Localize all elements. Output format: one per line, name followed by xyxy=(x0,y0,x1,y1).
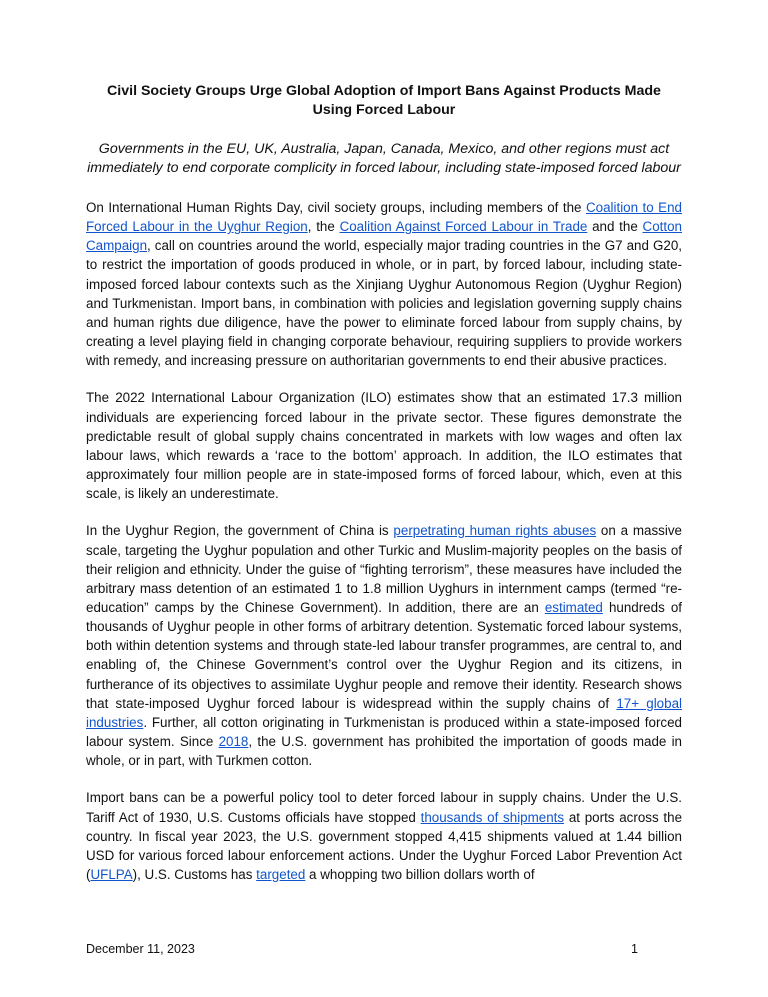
text-run: . Further, all cotton originating in Turkmenistan is produced within a state-imposed forced labour system. Since xyxy=(86,714,682,750)
text-run: at ports across the country. In fiscal year 2023, the U.S. government stopped 4,415 shipments valued at 1.44 billion USD for various forced labour enforcement actions. Under the Uyghur Forced Labor Prevention Act ( xyxy=(86,809,683,882)
text-run: hundreds of thousands of Uyghur people in other forms of arbitrary detention. Systematic forced labour systems, both within detention systems and through state-led labour transfer programmes, are central to, and enabling of, the Chinese Government’s control over the Uyghur Region and its citizens, in furtherance of its objectives to assimilate Uyghur people and remove their identity. Research shows that state-imposed Uyghur forced labour is widespread within the supply chains of xyxy=(86,599,682,711)
document-body xyxy=(86,82,682,902)
link-coalition-end-forced-labour[interactable]: Coalition to End Forced Labour in the Uyghur Region xyxy=(86,200,683,235)
link-human-rights-abuses[interactable]: perpetrating human rights abuses xyxy=(393,523,597,539)
link-cotton-campaign[interactable]: Cotton Campaign xyxy=(86,219,682,254)
text-run: , call on countries around the world, especially major trading countries in the G7 and G20, to restrict the importation of goods produced in whole, or in part, by forced labour, including state-imposed forced labour contexts such as the Xinjiang Uyghur Autonomous Region (Uyghur Region) and Turkmenistan. Import bans, in combination with policies and legislation governing supply chains and human rights due diligence, have the power to eliminate forced labour from supply chains, by creating a level playing field in changing corporate behaviour, requiring suppliers to provide workers with remedy, and increasing pressure on authoritarian governments to end their abusive practices. xyxy=(86,238,682,369)
link-global-industries[interactable]: 17+ global industries xyxy=(86,695,682,730)
text-run: a whopping two billion dollars worth of xyxy=(305,867,535,882)
text-run: on a massive scale, targeting the Uyghur population and other Turkic and Muslim-majority peoples on the basis of their religion and ethnicity. Under the guise of “fighting terrorism”, these measures have included the arbitrary mass detention of an estimated 1 to 1.8 million Uyghurs in internment camps (termed “re-education” camps by the Chinese Government). In addition, there are an xyxy=(86,523,682,615)
link-coalition-against-forced-labour-trade[interactable]: Coalition Against Forced Labour in Trade xyxy=(339,219,588,235)
paragraph-import-bans xyxy=(86,788,682,884)
paragraph-ilo-estimates: The 2022 International Labour Organization (ILO) estimates show that an estimated 17.3 million individuals are experiencing forced labour in the private sector. These figures demonstrate the predictable result of global supply chains concentrated in markets with low wages and often lax labour laws, which rewards a ‘race to the bottom’ approach. In addition, the ILO estimates that approximately four million people are in state-imposed forms of forced labour, which, even at this scale, is likely an underestimate. xyxy=(86,390,682,502)
page-number: 1 xyxy=(631,942,638,956)
link-uflpa[interactable]: UFLPA xyxy=(90,867,133,882)
link-thousands-of-shipments[interactable]: thousands of shipments xyxy=(420,809,565,825)
text-run: On International Human Rights Day, civil society groups, including members of the xyxy=(86,200,586,215)
document-title: Civil Society Groups Urge Global Adoption of Import Bans Against Products Made Using Forced Labour xyxy=(107,83,661,118)
text-run: ), U.S. Customs has xyxy=(132,867,257,882)
link-2018[interactable]: 2018 xyxy=(218,734,249,750)
text-run: In the Uyghur Region, the government of China is xyxy=(86,523,394,539)
footer-date: December 11, 2023 xyxy=(86,942,195,956)
paragraph-uyghur-region xyxy=(86,521,682,770)
text-run: , the xyxy=(307,219,340,235)
paragraph-intro xyxy=(86,198,682,370)
link-targeted[interactable]: targeted xyxy=(256,867,306,882)
text-run: and the xyxy=(587,219,643,235)
text-run: , the U.S. government has prohibited the importation of goods made in whole, or in part, with Turkmen cotton. xyxy=(86,734,683,769)
text-run: Import bans can be a powerful policy tool to deter forced labour in supply chains. Under the U.S. Tariff Act of 1930, U.S. Customs officials have stopped xyxy=(86,790,682,825)
document-subtitle: Governments in the EU, UK, Australia, Japan, Canada, Mexico, and other regions must act immediately to end corporate complicity in forced labour, including state-imposed forced labour xyxy=(87,141,681,176)
link-estimated[interactable]: estimated xyxy=(544,599,603,615)
page-footer xyxy=(86,942,638,956)
